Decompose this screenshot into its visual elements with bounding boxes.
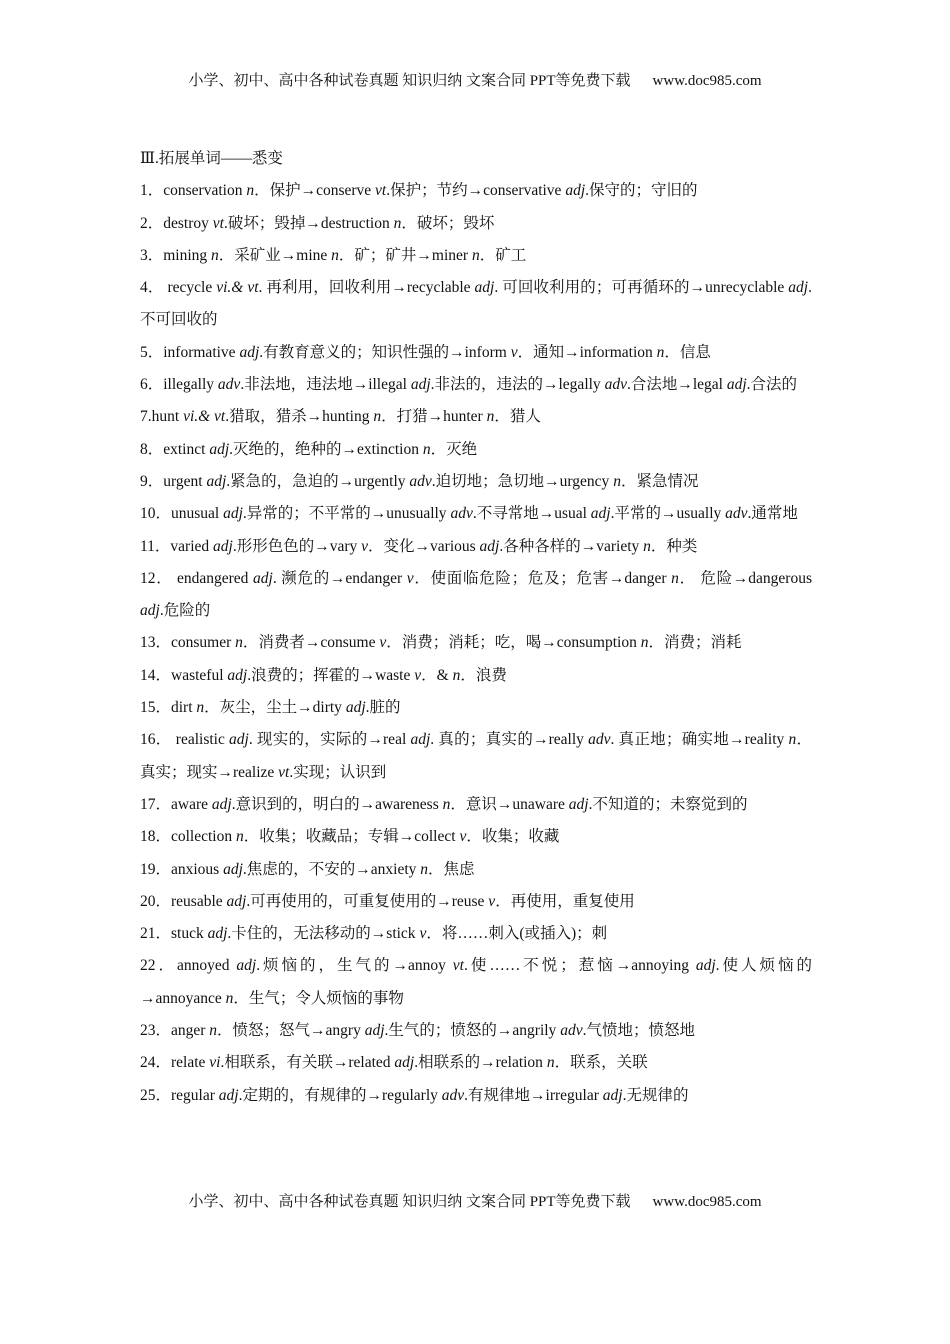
- item-text: ．信息: [664, 343, 711, 361]
- item-text: .非法地，违法地→illegal: [240, 376, 411, 394]
- item-text: ．矿工: [479, 246, 527, 264]
- part-of-speech: adj: [590, 505, 611, 523]
- item-text: .卡住的，无法移动的→stick: [227, 925, 420, 943]
- part-of-speech: v: [459, 828, 467, 846]
- part-of-speech: adj: [345, 699, 366, 717]
- part-of-speech: n: [420, 860, 429, 878]
- vocabulary-item: [140, 175, 812, 207]
- item-text: ．矿；矿井→miner: [338, 246, 472, 264]
- vocabulary-item: [140, 272, 812, 337]
- item-text: 24．relate: [140, 1054, 210, 1072]
- item-text: .相联系的→relation: [414, 1054, 547, 1072]
- item-text: ．再使用，重复使用: [495, 892, 635, 910]
- part-of-speech: n: [209, 1022, 218, 1040]
- item-text: . 现实的，实际的→real: [248, 731, 411, 749]
- part-of-speech: n: [471, 246, 480, 264]
- item-text: ．真实；现实→realize: [140, 731, 812, 781]
- part-of-speech: n: [486, 408, 495, 426]
- item-text: .有规律地→irregular: [464, 1086, 603, 1104]
- item-text: ． 危险→dangerous: [678, 569, 813, 587]
- part-of-speech: n: [643, 537, 651, 555]
- vocabulary-item: [140, 821, 812, 853]
- item-text: 2．destroy: [140, 214, 213, 232]
- item-text: .生气的；愤怒的→angrily: [384, 1022, 561, 1040]
- item-text: 1．conservation: [140, 182, 247, 200]
- part-of-speech: adj: [206, 472, 227, 490]
- item-text: 13．consumer: [140, 634, 236, 652]
- item-text: 11．varied: [140, 537, 214, 555]
- part-of-speech: n: [656, 343, 665, 361]
- item-text: .有教育意义的；知识性强的→inform: [259, 343, 511, 361]
- item-text: ．保护→conserve: [254, 182, 376, 200]
- item-text: ．消费者→consume: [242, 634, 380, 652]
- item-text: ．灰尘，尘土→dirty: [204, 699, 346, 717]
- part-of-speech: v: [379, 634, 387, 652]
- item-text: . 濒危的→endanger: [272, 569, 407, 587]
- item-text: ．种类: [650, 537, 698, 555]
- item-text: ．愤怒；怒气→angry: [217, 1022, 365, 1040]
- part-of-speech: adv: [725, 505, 748, 523]
- part-of-speech: vi: [209, 1054, 221, 1072]
- part-of-speech: n: [393, 214, 402, 232]
- part-of-speech: adj: [394, 1054, 415, 1072]
- part-of-speech: adj: [474, 279, 495, 297]
- section-title: Ⅲ.拓展单词——悉变: [140, 150, 283, 167]
- item-text: ．变化→various: [368, 537, 480, 555]
- part-of-speech: adj: [223, 860, 243, 878]
- part-of-speech: adj: [218, 1086, 239, 1104]
- part-of-speech: adj: [479, 537, 500, 555]
- part-of-speech: n: [671, 569, 679, 587]
- part-of-speech: vi.& vt: [183, 408, 226, 426]
- item-text: ．使面临危险；危及；危害→danger: [413, 569, 672, 587]
- part-of-speech: adv: [450, 505, 473, 523]
- part-of-speech: adj: [229, 731, 249, 749]
- part-of-speech: adv: [560, 1022, 583, 1040]
- part-of-speech: adv: [588, 731, 611, 749]
- part-of-speech: n: [235, 634, 243, 652]
- item-text: .不知道的；未察觉到的: [588, 795, 748, 813]
- part-of-speech: n: [196, 699, 205, 717]
- part-of-speech: v: [414, 666, 422, 684]
- part-of-speech: vt: [375, 182, 387, 200]
- item-text: ．收集；收藏品；专辑→collect: [243, 828, 460, 846]
- item-text: .平常的→usually: [610, 505, 726, 523]
- vocabulary-item: [140, 627, 812, 659]
- item-text: ．消费；消耗；吃，喝→consumption: [386, 634, 641, 652]
- item-text: .迫切地；急切地→urgency: [431, 472, 614, 490]
- part-of-speech: adj: [140, 602, 160, 620]
- footer-text: 小学、初中、高中各种试卷真题 知识归纳 文案合同 PPT等免费下载: [188, 1194, 631, 1210]
- item-text: 17．aware: [140, 795, 212, 813]
- item-text: .脏的: [365, 699, 401, 717]
- item-text: .气愤地；愤怒地: [582, 1022, 695, 1040]
- part-of-speech: v: [510, 343, 518, 361]
- item-text: .灭绝的，绝种的→extinction: [229, 440, 423, 458]
- part-of-speech: adj: [364, 1022, 385, 1040]
- part-of-speech: adj: [695, 957, 716, 975]
- item-text: 19．anxious: [140, 860, 224, 878]
- part-of-speech: n: [452, 666, 461, 684]
- part-of-speech: adj: [568, 795, 589, 813]
- vocabulary-item: [140, 1080, 812, 1112]
- part-of-speech: adj: [410, 376, 431, 394]
- part-of-speech: adj: [226, 892, 247, 910]
- part-of-speech: n: [788, 731, 797, 749]
- part-of-speech: n: [640, 634, 649, 652]
- item-text: ．焦虑: [428, 860, 475, 878]
- item-text: ．&: [421, 666, 453, 684]
- part-of-speech: v: [419, 925, 427, 943]
- item-text: 16． realistic: [140, 731, 230, 749]
- item-text: .各种各样的→variety: [499, 537, 644, 555]
- item-text: .使人烦恼的→annoyance: [140, 957, 812, 1007]
- part-of-speech: n: [225, 989, 234, 1007]
- part-of-speech: n: [246, 182, 255, 200]
- item-text: .合法地→legal: [626, 376, 727, 394]
- item-text: .浪费的；挥霍的→waste: [247, 666, 415, 684]
- vocabulary-item: [140, 886, 812, 918]
- footer-site-link[interactable]: www.doc985.com: [652, 1194, 762, 1210]
- part-of-speech: vt: [452, 957, 464, 975]
- vocabulary-item: [140, 660, 812, 692]
- vocabulary-item: [140, 789, 812, 821]
- document-body: [140, 143, 812, 1112]
- vocabulary-item: [140, 208, 812, 240]
- part-of-speech: adj: [213, 537, 233, 555]
- item-text: .猎取，猎杀→hunting: [225, 408, 374, 426]
- part-of-speech: vi.& vt: [216, 279, 259, 297]
- part-of-speech: n: [236, 828, 244, 846]
- item-text: ．猎人: [494, 408, 541, 426]
- item-text: ．破坏；毁坏: [401, 214, 495, 232]
- item-text: .紧急的，急迫的→urgently: [226, 472, 410, 490]
- header-site-link[interactable]: www.doc985.com: [652, 73, 762, 89]
- item-text: .合法的: [746, 376, 798, 394]
- item-text: ．意识→unaware: [450, 795, 569, 813]
- part-of-speech: adv: [441, 1086, 465, 1104]
- part-of-speech: vt: [212, 214, 224, 232]
- part-of-speech: n: [331, 246, 339, 264]
- item-text: ．联系，关联: [554, 1054, 648, 1072]
- item-text: . 真正地；确实地→reality: [610, 731, 789, 749]
- item-text: ．灭绝: [430, 440, 478, 458]
- item-text: 3．mining: [140, 246, 212, 264]
- item-text: 6．illegally: [140, 376, 218, 394]
- part-of-speech: n: [442, 795, 451, 813]
- item-text: 5．informative: [140, 343, 240, 361]
- item-text: 10．unusual: [140, 505, 224, 523]
- item-text: . 可回收利用的；可再循环的→unrecyclable: [494, 279, 789, 297]
- header-text: 小学、初中、高中各种试卷真题 知识归纳 文案合同 PPT等免费下载: [188, 73, 631, 89]
- item-text: 15．dirt: [140, 699, 197, 717]
- item-text: .相联系，有关联→related: [220, 1054, 395, 1072]
- item-text: ．消费；消耗: [648, 634, 742, 652]
- part-of-speech: adj: [726, 376, 747, 394]
- item-text: 7.hunt: [140, 408, 184, 426]
- vocabulary-item: [140, 434, 812, 466]
- vocabulary-item: [140, 1015, 812, 1047]
- part-of-speech: adj: [236, 957, 257, 975]
- vocabulary-item: [140, 854, 812, 886]
- item-text: . 再利用，回收利用→recyclable: [258, 279, 475, 297]
- item-text: .保守的；守旧的: [585, 182, 698, 200]
- item-text: ．浪费: [460, 666, 507, 684]
- item-text: ．将……刺入(或插入)；刺: [426, 925, 608, 943]
- part-of-speech: v: [488, 892, 496, 910]
- part-of-speech: adj: [227, 666, 248, 684]
- vocabulary-item: [140, 401, 812, 433]
- part-of-speech: adj: [253, 569, 273, 587]
- page-footer: [0, 1190, 950, 1211]
- part-of-speech: v: [406, 569, 414, 587]
- item-text: .形形色色的→vary: [232, 537, 362, 555]
- item-text: .使……不悦；惹恼→annoying: [463, 957, 696, 975]
- vocabulary-item: [140, 498, 812, 530]
- vocabulary-item: [140, 1047, 812, 1079]
- part-of-speech: adv: [409, 472, 432, 490]
- part-of-speech: adj: [602, 1086, 623, 1104]
- part-of-speech: adj: [207, 925, 228, 943]
- vocabulary-item: [140, 369, 812, 401]
- item-text: 22．annoyed: [140, 957, 237, 975]
- item-text: 23．anger: [140, 1022, 210, 1040]
- item-text: .保护；节约→conservative: [386, 182, 566, 200]
- vocabulary-item: [140, 531, 812, 563]
- part-of-speech: adv: [217, 376, 241, 394]
- item-text: .异常的；不平常的→unusually: [242, 505, 451, 523]
- vocabulary-item: [140, 337, 812, 369]
- item-text: 9．urgent: [140, 472, 207, 490]
- part-of-speech: adj: [788, 279, 809, 297]
- item-text: ．收集；收藏: [466, 828, 560, 846]
- item-text: 21．stuck: [140, 925, 208, 943]
- item-text: . 真的；真实的→really: [430, 731, 589, 749]
- vocabulary-item: [140, 563, 812, 628]
- item-text: .实现；认识到: [289, 763, 387, 781]
- vocabulary-item: [140, 466, 812, 498]
- part-of-speech: adj: [211, 795, 232, 813]
- vocabulary-item: [140, 918, 812, 950]
- part-of-speech: adj: [209, 440, 230, 458]
- item-text: 8．extinct: [140, 440, 210, 458]
- item-text: .可再使用的，可重复使用的→reuse: [246, 892, 489, 910]
- item-text: .危险的: [159, 602, 211, 620]
- part-of-speech: adj: [223, 505, 243, 523]
- item-text: 4． recycle: [140, 279, 217, 297]
- item-text: .定期的，有规律的→regularly: [238, 1086, 442, 1104]
- part-of-speech: n: [373, 408, 382, 426]
- item-text: ．采矿业→mine: [218, 246, 332, 264]
- vocabulary-item: [140, 240, 812, 272]
- vocabulary-item: [140, 692, 812, 724]
- part-of-speech: n: [422, 440, 431, 458]
- item-text: .焦虑的，不安的→anxiety: [242, 860, 421, 878]
- part-of-speech: adj: [239, 343, 260, 361]
- item-text: .非法的，违法的→legally: [430, 376, 605, 394]
- item-text: .破坏；毁掉→destruction: [223, 214, 394, 232]
- item-text: .通常地: [747, 505, 798, 523]
- item-text: 25．regular: [140, 1086, 219, 1104]
- part-of-speech: adv: [604, 376, 627, 394]
- vocabulary-list: [140, 175, 812, 1112]
- item-text: ．打猎→hunter: [381, 408, 487, 426]
- item-text: ．紧急情况: [620, 472, 699, 490]
- item-text: 12． endangered: [140, 569, 254, 587]
- part-of-speech: n: [211, 246, 219, 264]
- part-of-speech: adj: [410, 731, 431, 749]
- item-text: .烦恼的，生气的→annoy: [256, 957, 453, 975]
- item-text: .不寻常地→usual: [472, 505, 591, 523]
- item-text: ．通知→information: [517, 343, 657, 361]
- part-of-speech: n: [613, 472, 621, 490]
- item-text: ．生气；令人烦恼的事物: [233, 989, 404, 1007]
- vocabulary-item: [140, 950, 812, 1015]
- part-of-speech: adj: [565, 182, 586, 200]
- item-text: 20．reusable: [140, 892, 227, 910]
- item-text: .意识到的，明白的→awareness: [231, 795, 443, 813]
- part-of-speech: n: [546, 1054, 555, 1072]
- part-of-speech: v: [361, 537, 369, 555]
- page-header: [0, 69, 950, 90]
- item-text: 18．collection: [140, 828, 236, 846]
- item-text: .不可回收的: [140, 279, 812, 329]
- item-text: 14．wasteful: [140, 666, 228, 684]
- part-of-speech: vt: [278, 763, 290, 781]
- item-text: .无规律的: [622, 1086, 689, 1104]
- vocabulary-item: [140, 724, 812, 789]
